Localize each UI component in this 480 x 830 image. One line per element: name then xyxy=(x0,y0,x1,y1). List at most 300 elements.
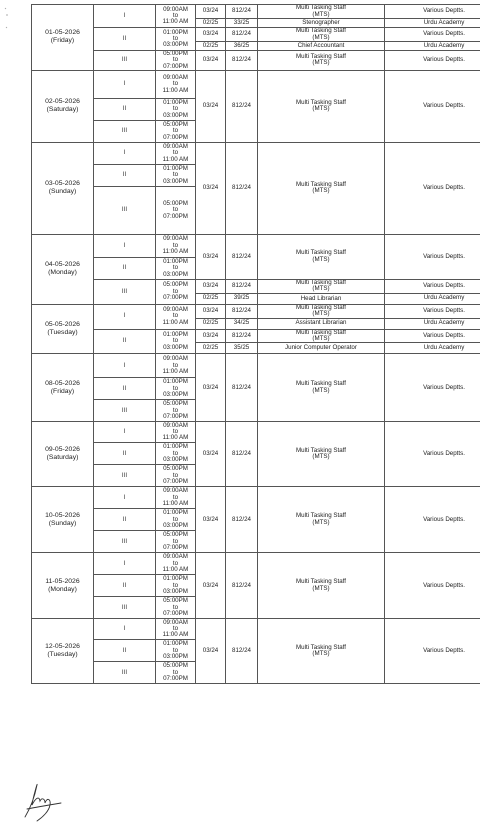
exam-day: (Tuesday) xyxy=(47,329,78,337)
time-line: 11:00 AM xyxy=(162,318,189,326)
advt-number: 33/25 xyxy=(226,19,258,28)
post-name-line: (MTS) xyxy=(312,334,330,342)
shift-time xyxy=(156,164,196,186)
time-line: 09:00AM xyxy=(163,306,188,314)
time-line: 09:00AM xyxy=(163,355,188,363)
exam-day: (Saturday) xyxy=(46,454,79,462)
shift-number: II xyxy=(94,575,156,597)
exam-schedule-table xyxy=(31,4,480,684)
post-name xyxy=(258,42,385,51)
department: Various Deptts. xyxy=(385,304,480,318)
time-line: 05:00PM xyxy=(163,50,188,57)
time-line: 09:00AM xyxy=(163,142,188,150)
post-name xyxy=(258,318,385,329)
post-name xyxy=(258,487,385,553)
advt-number: 812/24 xyxy=(226,142,258,234)
post-code: 02/25 xyxy=(196,19,226,28)
post-name-line: Assistant Librarian xyxy=(295,319,347,327)
shift-number: III xyxy=(94,400,156,422)
shift-time xyxy=(156,142,196,164)
post-name xyxy=(258,422,385,487)
time-line: 05:00PM xyxy=(163,400,188,408)
table-row xyxy=(32,142,480,164)
shift-time xyxy=(156,531,196,553)
time-line: to xyxy=(172,668,179,676)
advt-number: 812/24 xyxy=(226,234,258,279)
time-line: 11:00 AM xyxy=(162,499,189,507)
time-line: to xyxy=(172,646,179,654)
shift-time xyxy=(156,5,196,28)
post-name-line: (MTS) xyxy=(312,310,330,318)
post-name-line: Multi Tasking Staff xyxy=(296,643,346,651)
advt-number: 812/24 xyxy=(226,422,258,487)
time-line: 03:00PM xyxy=(163,587,188,595)
exam-date-cell xyxy=(32,304,94,354)
department: Various Deptts. xyxy=(385,5,480,19)
shift-number: III xyxy=(94,662,156,684)
shift-time xyxy=(156,640,196,662)
advt-number: 812/24 xyxy=(226,487,258,553)
post-name-line: (MTS) xyxy=(312,33,330,41)
shift-number: II xyxy=(94,329,156,354)
advt-number: 812/24 xyxy=(226,329,258,343)
post-name-line: Multi Tasking Staff xyxy=(296,279,346,286)
post-code: 03/24 xyxy=(196,553,226,619)
time-line: 09:00AM xyxy=(163,553,188,561)
time-line: 11:00 AM xyxy=(162,434,189,442)
post-code: 03/24 xyxy=(196,5,226,19)
time-line: to xyxy=(172,206,179,214)
exam-schedule-sheet xyxy=(31,4,465,684)
exam-date: 05-05-2026 xyxy=(45,321,80,329)
time-line: 09:00AM xyxy=(163,5,188,13)
exam-day: (Friday) xyxy=(50,387,75,395)
post-code: 02/25 xyxy=(196,293,226,304)
advt-number: 812/24 xyxy=(226,279,258,293)
table-row xyxy=(32,51,480,71)
shift-number: II xyxy=(94,164,156,186)
post-code: 03/24 xyxy=(196,619,226,684)
post-name-line: Junior Computer Operator xyxy=(285,344,357,352)
time-line: to xyxy=(172,361,179,369)
post-name-line: Multi Tasking Staff xyxy=(296,304,346,311)
time-line: 11:00 AM xyxy=(162,367,189,375)
time-line: 07:00PM xyxy=(163,543,188,551)
shift-time xyxy=(156,509,196,531)
table-row xyxy=(32,329,480,343)
time-line: 05:00PM xyxy=(163,531,188,539)
post-name xyxy=(258,234,385,279)
exam-date-cell xyxy=(32,422,94,487)
post-name-line: (MTS) xyxy=(312,255,330,263)
post-name-line: Chief Accountant xyxy=(297,41,345,49)
post-code: 03/24 xyxy=(196,279,226,293)
post-name-line: (MTS) xyxy=(312,59,330,67)
shift-number: I xyxy=(94,553,156,575)
shift-time xyxy=(156,443,196,465)
shift-time xyxy=(156,279,196,304)
time-line: 05:00PM xyxy=(163,199,188,207)
time-line: to xyxy=(172,515,179,523)
shift-time xyxy=(156,304,196,329)
exam-date: 03-05-2026 xyxy=(45,180,80,188)
time-line: 07:00PM xyxy=(163,133,188,141)
shift-time xyxy=(156,51,196,71)
post-name-line: Multi Tasking Staff xyxy=(296,249,346,257)
exam-date-cell xyxy=(32,70,94,142)
time-line: to xyxy=(172,312,179,320)
post-name-line: (MTS) xyxy=(312,386,330,394)
time-line: to xyxy=(172,56,179,64)
time-line: 11:00 AM xyxy=(162,565,189,573)
time-line: 05:00PM xyxy=(163,281,188,289)
shift-number: II xyxy=(94,509,156,531)
shift-time xyxy=(156,120,196,142)
post-name-line: Multi Tasking Staff xyxy=(296,53,346,61)
shift-number: II xyxy=(94,98,156,120)
post-name-line: (MTS) xyxy=(312,650,330,658)
post-name xyxy=(258,329,385,343)
time-line: 07:00PM xyxy=(163,674,188,682)
table-row xyxy=(32,5,480,19)
table-row xyxy=(32,619,480,640)
margin-mark xyxy=(2,0,12,32)
time-line: 07:00PM xyxy=(163,609,188,617)
post-code: 03/24 xyxy=(196,329,226,343)
shift-time xyxy=(156,619,196,640)
department: Various Deptts. xyxy=(385,487,480,553)
post-code: 03/24 xyxy=(196,70,226,142)
department: Various Deptts. xyxy=(385,279,480,293)
table-row xyxy=(32,28,480,42)
advt-number: 812/24 xyxy=(226,304,258,318)
time-line: 09:00AM xyxy=(163,421,188,429)
exam-day: (Tuesday) xyxy=(47,651,78,659)
shift-number: I xyxy=(94,619,156,640)
post-name-line: Multi Tasking Staff xyxy=(296,578,346,586)
time-line: 09:00AM xyxy=(163,73,188,81)
advt-number: 812/24 xyxy=(226,51,258,71)
time-line: to xyxy=(172,493,179,501)
exam-date-cell xyxy=(32,5,94,71)
department: Various Deptts. xyxy=(385,354,480,422)
time-line: 11:00 AM xyxy=(162,155,189,163)
time-line: 03:00PM xyxy=(163,652,188,660)
shift-number: II xyxy=(94,378,156,400)
exam-date: 10-05-2026 xyxy=(45,511,80,519)
time-line: to xyxy=(172,428,179,436)
exam-date: 09-05-2026 xyxy=(45,446,80,454)
advt-number: 39/25 xyxy=(226,293,258,304)
department: Various Deptts. xyxy=(385,329,480,343)
time-line: 03:00PM xyxy=(163,177,188,185)
shift-time xyxy=(156,553,196,575)
table-row xyxy=(32,70,480,98)
exam-day: (Sunday) xyxy=(48,188,77,196)
post-name-line: (MTS) xyxy=(312,453,330,461)
table-row xyxy=(32,553,480,575)
department: Urdu Academy xyxy=(385,343,480,354)
time-line: 07:00PM xyxy=(163,62,188,70)
post-code: 03/24 xyxy=(196,51,226,71)
time-line: 03:00PM xyxy=(163,111,188,119)
time-line: 01:00PM xyxy=(163,640,188,648)
time-line: 01:00PM xyxy=(163,509,188,517)
time-line: 03:00PM xyxy=(163,390,188,398)
time-line: to xyxy=(172,625,179,633)
shift-number: I xyxy=(94,70,156,98)
shift-number: II xyxy=(94,443,156,465)
shift-time xyxy=(156,257,196,279)
post-code: 03/24 xyxy=(196,234,226,279)
post-name-line: (MTS) xyxy=(312,187,330,195)
shift-number: I xyxy=(94,234,156,257)
advt-number: 34/25 xyxy=(226,318,258,329)
time-line: to xyxy=(172,449,179,457)
post-name-line: (MTS) xyxy=(312,584,330,592)
post-name xyxy=(258,28,385,42)
time-line: to xyxy=(172,264,179,272)
department: Various Deptts. xyxy=(385,51,480,71)
shift-number: I xyxy=(94,304,156,329)
shift-time xyxy=(156,487,196,509)
post-name-line: Multi Tasking Staff xyxy=(296,180,346,188)
post-name-line: (MTS) xyxy=(312,285,330,293)
time-line: 05:00PM xyxy=(163,465,188,473)
exam-date-cell xyxy=(32,553,94,619)
time-line: 07:00PM xyxy=(163,212,188,220)
time-line: 05:00PM xyxy=(163,120,188,128)
department: Various Deptts. xyxy=(385,619,480,684)
time-line: 01:00PM xyxy=(163,28,188,36)
post-name xyxy=(258,70,385,142)
time-line: 01:00PM xyxy=(163,443,188,451)
post-name-line: Multi Tasking Staff xyxy=(296,512,346,520)
post-code: 03/24 xyxy=(196,422,226,487)
exam-date: 12-05-2026 xyxy=(45,643,80,651)
time-line: 11:00 AM xyxy=(162,248,189,256)
exam-day: (Friday) xyxy=(50,37,75,45)
department: Urdu Academy xyxy=(385,19,480,28)
shift-number: III xyxy=(94,465,156,487)
time-line: 03:00PM xyxy=(163,41,188,49)
department: Urdu Academy xyxy=(385,42,480,51)
shift-number: II xyxy=(94,640,156,662)
exam-date: 02-05-2026 xyxy=(45,98,80,106)
shift-number: I xyxy=(94,354,156,378)
advt-number: 35/25 xyxy=(226,343,258,354)
shift-time xyxy=(156,70,196,98)
post-name xyxy=(258,51,385,71)
time-line: to xyxy=(172,171,179,179)
time-line: 05:00PM xyxy=(163,662,188,670)
exam-date-cell xyxy=(32,354,94,422)
exam-date-cell xyxy=(32,487,94,553)
advt-number: 812/24 xyxy=(226,619,258,684)
shift-time xyxy=(156,354,196,378)
signature xyxy=(21,777,63,823)
time-line: 03:00PM xyxy=(163,455,188,463)
time-line: to xyxy=(172,241,179,249)
post-name-line: (MTS) xyxy=(312,105,330,113)
shift-time xyxy=(156,465,196,487)
time-line: 03:00PM xyxy=(163,521,188,529)
time-line: 03:00PM xyxy=(163,270,188,278)
time-line: 09:00AM xyxy=(163,487,188,495)
exam-date-cell xyxy=(32,619,94,684)
post-name xyxy=(258,293,385,304)
shift-number: I xyxy=(94,422,156,443)
post-name xyxy=(258,19,385,28)
post-code: 02/25 xyxy=(196,318,226,329)
post-code: 03/24 xyxy=(196,28,226,42)
post-name xyxy=(258,553,385,619)
department: Various Deptts. xyxy=(385,422,480,487)
exam-date-cell xyxy=(32,142,94,234)
exam-day: (Monday) xyxy=(48,269,77,277)
time-line: to xyxy=(172,105,179,113)
time-line: 01:00PM xyxy=(163,330,188,338)
time-line: to xyxy=(172,471,179,479)
exam-date-cell xyxy=(32,234,94,304)
shift-time xyxy=(156,98,196,120)
shift-time xyxy=(156,28,196,51)
time-line: 07:00PM xyxy=(163,477,188,485)
shift-number: III xyxy=(94,186,156,234)
time-line: 01:00PM xyxy=(163,164,188,172)
shift-number: III xyxy=(94,51,156,71)
post-name xyxy=(258,142,385,234)
shift-number: II xyxy=(94,257,156,279)
shift-number: III xyxy=(94,120,156,142)
time-line: 09:00AM xyxy=(163,235,188,243)
time-line: 09:00AM xyxy=(163,618,188,626)
time-line: to xyxy=(172,559,179,567)
shift-time xyxy=(156,329,196,354)
shift-time xyxy=(156,234,196,257)
post-name-line: Multi Tasking Staff xyxy=(296,4,346,12)
post-code: 03/24 xyxy=(196,354,226,422)
time-line: to xyxy=(172,384,179,392)
post-name-line: Stenographer xyxy=(302,18,340,26)
table-row xyxy=(32,487,480,509)
post-name xyxy=(258,354,385,422)
exam-day: (Saturday) xyxy=(46,106,79,114)
advt-number: 812/24 xyxy=(226,28,258,42)
department: Various Deptts. xyxy=(385,28,480,42)
exam-date: 04-05-2026 xyxy=(45,261,80,269)
post-name xyxy=(258,5,385,19)
department: Urdu Academy xyxy=(385,293,480,304)
shift-time xyxy=(156,422,196,443)
time-line: to xyxy=(172,34,179,42)
post-name xyxy=(258,279,385,293)
shift-number: I xyxy=(94,5,156,28)
department: Various Deptts. xyxy=(385,234,480,279)
time-line: 11:00 AM xyxy=(162,18,189,26)
department: Urdu Academy xyxy=(385,318,480,329)
table-row xyxy=(32,234,480,257)
time-line: to xyxy=(172,127,179,135)
department: Various Deptts. xyxy=(385,553,480,619)
advt-number: 812/24 xyxy=(226,5,258,19)
table-row xyxy=(32,304,480,318)
time-line: 05:00PM xyxy=(163,597,188,605)
post-code: 03/24 xyxy=(196,304,226,318)
exam-date: 11-05-2026 xyxy=(45,577,80,585)
post-name xyxy=(258,343,385,354)
time-line: 01:00PM xyxy=(163,378,188,386)
time-line: to xyxy=(172,11,179,19)
post-name-line: Multi Tasking Staff xyxy=(296,380,346,388)
advt-number: 812/24 xyxy=(226,553,258,619)
time-line: 11:00 AM xyxy=(162,86,189,94)
advt-number: 812/24 xyxy=(226,354,258,422)
shift-time xyxy=(156,662,196,684)
time-line: to xyxy=(172,581,179,589)
table-row xyxy=(32,354,480,378)
post-code: 02/25 xyxy=(196,42,226,51)
advt-number: 36/25 xyxy=(226,42,258,51)
time-line: to xyxy=(172,406,179,414)
time-line: to xyxy=(172,537,179,545)
advt-number: 812/24 xyxy=(226,70,258,142)
time-line: 01:00PM xyxy=(163,575,188,583)
shift-number: I xyxy=(94,142,156,164)
post-code: 03/24 xyxy=(196,487,226,553)
post-name-line: Multi Tasking Staff xyxy=(296,98,346,106)
time-line: to xyxy=(172,80,179,88)
post-name-line: (MTS) xyxy=(312,518,330,526)
department: Various Deptts. xyxy=(385,142,480,234)
post-name xyxy=(258,304,385,318)
post-code: 03/24 xyxy=(196,142,226,234)
exam-day: (Sunday) xyxy=(48,519,77,527)
post-name-line: Multi Tasking Staff xyxy=(296,329,346,336)
post-name-line: Multi Tasking Staff xyxy=(296,446,346,454)
post-code: 02/25 xyxy=(196,343,226,354)
time-line: to xyxy=(172,337,179,345)
post-name-line: Head Librarian xyxy=(300,294,342,302)
shift-time xyxy=(156,186,196,234)
post-name-line: Multi Tasking Staff xyxy=(296,27,346,35)
time-line: 01:00PM xyxy=(163,98,188,106)
exam-day: (Monday) xyxy=(48,585,77,593)
table-row xyxy=(32,422,480,443)
shift-number: II xyxy=(94,28,156,51)
shift-number: III xyxy=(94,597,156,619)
post-name xyxy=(258,619,385,684)
shift-time xyxy=(156,575,196,597)
time-line: 07:00PM xyxy=(163,293,188,301)
time-line: to xyxy=(172,287,179,295)
time-line: 07:00PM xyxy=(163,412,188,420)
department: Various Deptts. xyxy=(385,70,480,142)
shift-time xyxy=(156,400,196,422)
shift-number: III xyxy=(94,531,156,553)
shift-number: III xyxy=(94,279,156,304)
time-line: 01:00PM xyxy=(163,257,188,265)
time-line: 11:00 AM xyxy=(162,631,189,639)
time-line: to xyxy=(172,149,179,157)
shift-number: I xyxy=(94,487,156,509)
shift-time xyxy=(156,378,196,400)
time-line: to xyxy=(172,603,179,611)
table-row xyxy=(32,279,480,293)
exam-date: 08-05-2026 xyxy=(45,379,80,387)
exam-date: 01-05-2026 xyxy=(45,29,80,37)
time-line: 03:00PM xyxy=(163,343,188,351)
